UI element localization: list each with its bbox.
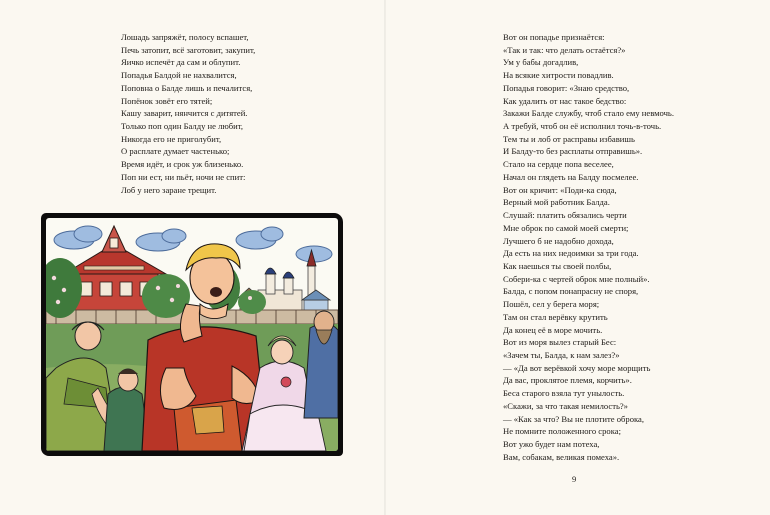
verse-line: Попадья Балдой не нахвалится,	[121, 70, 237, 81]
verse-line: Лоб у него заране трещит.	[121, 184, 217, 195]
verse-line: Вот он кричит: «Поди-ка сюда,	[503, 184, 617, 195]
verse-line: Стало на сердце попа веселее,	[503, 159, 614, 170]
verse-line: Беса старого взяла тут унылость.	[503, 388, 625, 399]
verse-line: Начал он глядеть на Балду посмелее.	[503, 171, 639, 182]
verse-line: Только поп один Балду не любит,	[121, 121, 244, 132]
verse-line: Не помните положенного срока;	[503, 426, 621, 437]
verse-line: Никогда его не приголубит,	[121, 133, 222, 144]
verse-line: Слушай: платить обязались черти	[503, 210, 627, 221]
verse-line: Собери-ка с чертей оброк мне полный».	[503, 273, 650, 284]
verse-line: Как наешься ты своей полбы,	[503, 260, 612, 271]
verse-line: Лучшего б не надобно дохода,	[503, 235, 614, 246]
verse-line: О расплате думает частенько;	[121, 146, 230, 157]
verse-line: Верный мой работник Балда.	[503, 197, 610, 208]
verse-line: Поповна о Балде лишь и печалится,	[121, 82, 253, 93]
verse-line: Да вас, проклятое племя, корчить».	[503, 375, 632, 386]
verse-line: Яичко испечёт да сам и облупит.	[121, 57, 241, 68]
story-illustration	[41, 213, 343, 456]
verse-line: А требуй, чтоб он её исполнил точь-в-точь.	[503, 121, 662, 132]
verse-line: — «Да вот верёвкой хочу море морщить	[503, 362, 651, 373]
verse-line: «Так и так: что делать остаётся?»	[503, 44, 626, 55]
balda-illustration-art	[46, 218, 338, 451]
verse-line: Закажи Балде службу, чтоб стало ему невмочь.	[503, 108, 675, 119]
verse-line: Тем ты и лоб от расправы избавишь	[503, 133, 635, 144]
right-page-verse	[503, 31, 674, 463]
verse-line: «Скажи, за что такая немилость?»	[503, 400, 628, 411]
page-number: 9	[572, 474, 577, 484]
verse-line: Вот ужо будет нам потеха,	[503, 439, 600, 449]
verse-line: На всякие хитрости повадлив.	[503, 70, 614, 81]
verse-line: Время идёт, и срок уж близенько.	[121, 159, 244, 170]
verse-line: Кашу заварит, нянчится с дитятей.	[121, 108, 248, 119]
verse-line: Попёнок зовёт его тятей;	[121, 95, 213, 106]
verse-line: Мне оброк по самой моей смерти;	[503, 222, 629, 233]
left-page-verse	[121, 31, 255, 196]
verse-line: Ум у бабы догадлив,	[503, 57, 579, 68]
verse-line: Попадья говорит: «Знаю средство,	[503, 82, 630, 93]
verse-line: Да конец её в море мочить.	[503, 324, 603, 335]
verse-line: Вам, собакам, великая помеха».	[503, 451, 620, 462]
verse-line: Печь затопит, всё заготовит, закупит,	[121, 44, 256, 55]
verse-line: Лошадь запряжёт, полосу вспашет,	[121, 32, 249, 42]
verse-line: И Балду-то без расплаты отправишь».	[503, 146, 643, 157]
verse-line: Как удалить от нас такое бедство:	[503, 95, 627, 106]
verse-line: Поп ни ест, ни пьёт, ночи не спит:	[121, 171, 246, 182]
verse-line: Там он стал верёвку крутить	[503, 311, 608, 322]
verse-line: Вот из моря вылез старый Бес:	[503, 337, 617, 348]
verse-line: — «Как за что? Вы не плотите оброка,	[503, 413, 645, 424]
verse-line: Вот он попадье признаётся:	[503, 32, 605, 42]
page-fold	[384, 0, 386, 515]
verse-line: Да есть на них недоимки за три года.	[503, 248, 639, 259]
verse-line: «Зачем ты, Балда, к нам залез?»	[503, 349, 620, 360]
verse-line: Балда, с попом понапрасну не споря,	[503, 286, 639, 297]
verse-line: Пошёл, сел у берега моря;	[503, 299, 600, 310]
